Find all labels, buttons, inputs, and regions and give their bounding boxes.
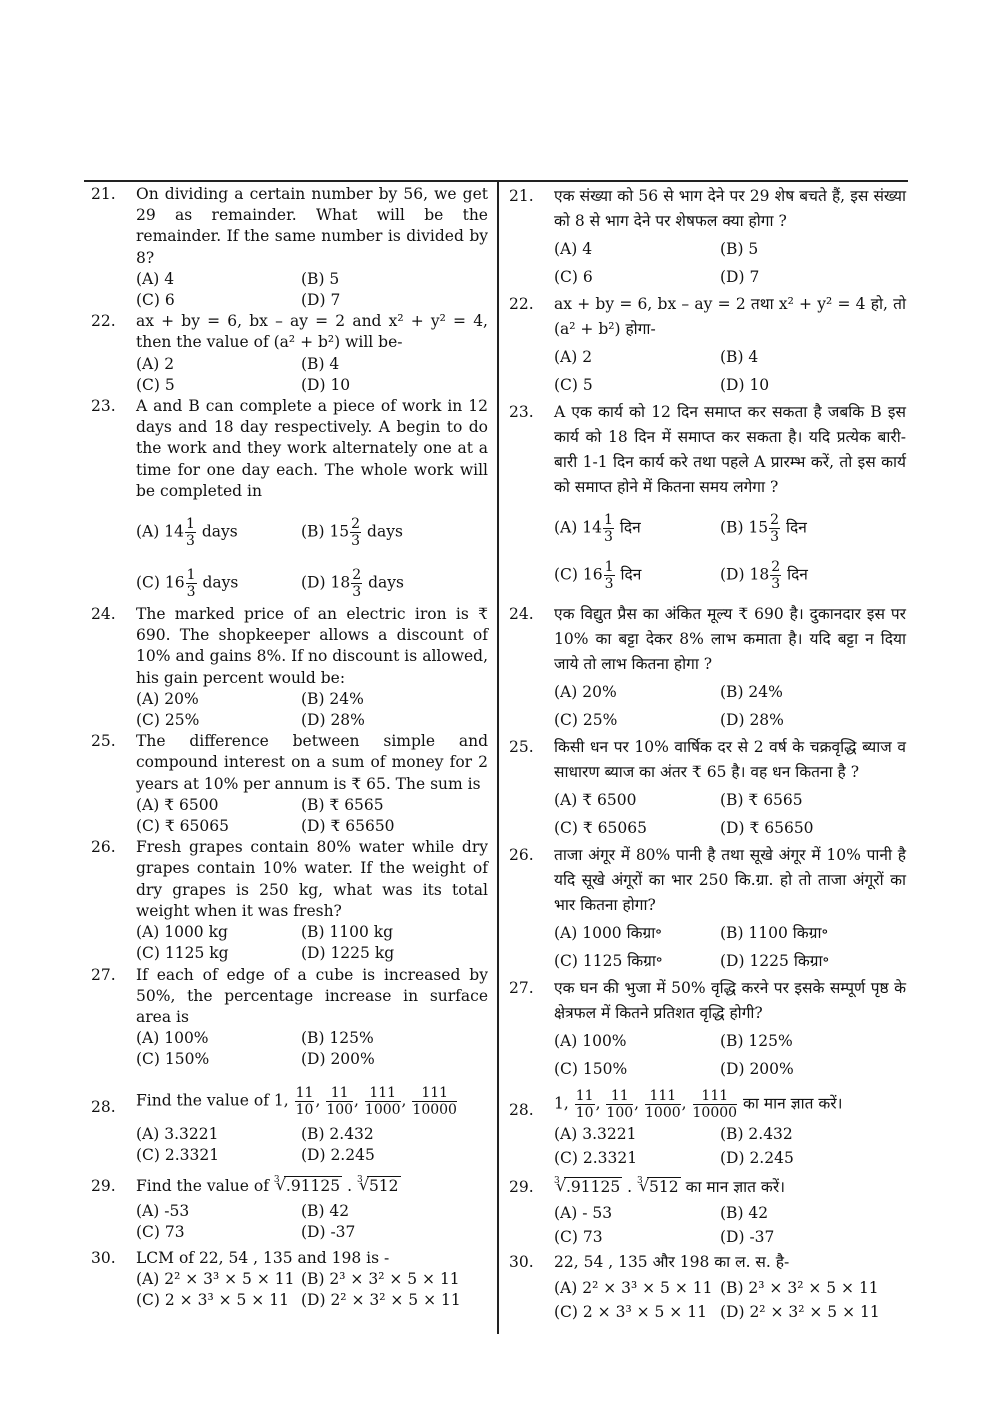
option-d: (D) ₹ 65650 bbox=[720, 819, 814, 837]
question-number: 27. bbox=[509, 979, 534, 997]
question-text: 1, $\frac{11}{10}$ , $\frac{11}{100}$ , $\frac{111}{1000}$ , $\frac{111}{10000}$ का मान ज्ञात करें। bbox=[554, 1088, 843, 1121]
option-a: (A) 14 $\frac{1}{3}$ दिन bbox=[554, 512, 641, 545]
question-27-en bbox=[88, 965, 488, 1071]
option-a: (A) 3.3221 bbox=[136, 1124, 219, 1143]
question-text: LCM of 22, 54 , 135 and 198 is - bbox=[136, 1248, 390, 1267]
question-text: 22, 54 , 135 और 198 का ल. स. है- bbox=[554, 1253, 790, 1271]
question-text: एक संख्या को 56 से भाग देने पर 29 शेष बचते हैं, इस संख्या को 8 से भाग देने पर शेषफल क्या होगा ? bbox=[554, 187, 906, 230]
option-b: (B) 42 bbox=[301, 1202, 350, 1221]
question-number: 21. bbox=[509, 187, 534, 205]
question-text: किसी धन पर 10% वार्षिक दर से 2 वर्ष के चक्रवृद्धि ब्याज व साधारण ब्याज का अंतर ₹ 65 है। वह धन कितना है ? bbox=[554, 738, 906, 781]
option-a: (A) 2 bbox=[554, 348, 593, 366]
option-d: (D) -37 bbox=[301, 1223, 356, 1242]
question-text: The marked price of an electric iron is ₹ 690. The shopkeeper allows a discount of 10% and gains 8%. If no discount is allowed, his gain percent would be: bbox=[136, 605, 488, 687]
option-c: (C) 5 bbox=[554, 376, 593, 394]
option-c: (C) 6 bbox=[136, 291, 175, 310]
option-d: (D) ₹ 65650 bbox=[301, 817, 395, 836]
question-24-en bbox=[88, 604, 488, 731]
question-text: The difference between simple and compound interest on a sum of money for 2 years at 10% per annum is ₹ 65. The sum is bbox=[136, 732, 488, 793]
option-d: (D) 18 $\frac{2}{3}$ दिन bbox=[720, 559, 808, 592]
option-a: (A) 4 bbox=[136, 269, 175, 288]
option-b: (B) 4 bbox=[301, 354, 340, 373]
option-b: (B) 2.432 bbox=[720, 1125, 793, 1143]
option-b: (B) 5 bbox=[301, 269, 340, 288]
option-b: (B) 125% bbox=[720, 1032, 793, 1050]
option-c: (C) 6 bbox=[554, 268, 593, 286]
question-24-hi bbox=[506, 602, 906, 733]
option-b: (B) 4 bbox=[720, 348, 759, 366]
option-b: (B) ₹ 6565 bbox=[720, 791, 803, 809]
option-b: (B) 2.432 bbox=[301, 1124, 374, 1143]
question-text: Find the value of √ 3 .91125 . √ 3 512 bbox=[136, 1176, 488, 1197]
question-number: 26. bbox=[91, 838, 116, 857]
question-number: 27. bbox=[91, 965, 116, 984]
question-number: 25. bbox=[91, 732, 116, 751]
question-25-hi bbox=[506, 735, 906, 841]
question-text: एक विद्युत प्रैस का अंकित मूल्य ₹ 690 है। दुकानदार इस पर 10% का बट्टा देकर 8% लाभ कमाता है। यदि बट्टा न दिया जाये तो लाभ कितना होगा ? bbox=[554, 605, 906, 673]
question-23-hi bbox=[506, 400, 906, 592]
option-c: (C) 73 bbox=[136, 1223, 185, 1242]
question-text: Fresh grapes contain 80% water while dry grapes contain 10% water. If the weight of dry grapes is 250 kg, what was its total weight when it was fresh? bbox=[136, 838, 488, 920]
option-c: (C) 2.3321 bbox=[136, 1145, 220, 1164]
question-28-hi bbox=[506, 1088, 906, 1169]
question-number: 23. bbox=[91, 397, 116, 416]
question-number: 29. bbox=[509, 1178, 534, 1196]
english-column bbox=[88, 184, 488, 1311]
question-text: If each of edge of a cube is increased by 50%, the percentage increase in surface area is bbox=[136, 965, 488, 1026]
question-number: 30. bbox=[91, 1248, 116, 1267]
option-b: (B) 2³ × 3² × 5 × 11 bbox=[301, 1269, 460, 1288]
question-text: ताजा अंगूर में 80% पानी है तथा सूखे अंगूर में 10% पानी है यदि सूखे अंगूरों का भार 250 कि.ग्रा. हो तो ताजा अंगूरों का भार कितना होगा? bbox=[554, 846, 906, 914]
option-a: (A) 1000 kg bbox=[136, 923, 228, 942]
option-a: (A) 3.3221 bbox=[554, 1125, 637, 1143]
question-22-en bbox=[88, 311, 488, 396]
option-d: (D) 1225 kg bbox=[301, 944, 395, 963]
question-23-en bbox=[88, 396, 488, 600]
option-b: (B) 24% bbox=[301, 689, 364, 708]
option-d: (D) 1225 किग्रा॰ bbox=[720, 952, 830, 970]
option-a: (A) 100% bbox=[136, 1029, 209, 1048]
question-25-en bbox=[88, 731, 488, 837]
question-number: 21. bbox=[91, 185, 116, 203]
option-a: (A) 20% bbox=[136, 689, 199, 708]
question-number: 22. bbox=[509, 295, 534, 313]
question-number: 28. bbox=[509, 1101, 534, 1119]
option-d: (D) 28% bbox=[301, 711, 365, 730]
option-d: (D) 2.245 bbox=[720, 1149, 794, 1167]
option-d: (D) 7 bbox=[301, 291, 341, 310]
option-d: (D) 2² × 3² × 5 × 11 bbox=[301, 1290, 461, 1309]
option-a: (A) 20% bbox=[554, 683, 617, 701]
option-b: (B) ₹ 6565 bbox=[301, 795, 384, 814]
option-c: (C) 5 bbox=[136, 375, 175, 394]
option-c: (C) 1125 kg bbox=[136, 944, 229, 963]
option-a: (A) -53 bbox=[136, 1202, 190, 1221]
question-28-en bbox=[88, 1085, 488, 1166]
option-b: (B) 15 $\frac{2}{3}$ days bbox=[301, 516, 403, 550]
question-text: On dividing a certain number by 56, we get 29 as remainder. What will be the remainder. If the same number is divided by 8? bbox=[136, 185, 488, 267]
question-text: A एक कार्य को 12 दिन समाप्त कर सकता है जबकि B इस कार्य को 18 दिन में समाप्त कर सकता है। यदि प्रत्येक बारी-बारी 1-1 दिन कार्य करे तथा पहले A प्रारम्भ करें, तो इस कार्य को समाप्त होने में कितना समय लगेगा ? bbox=[554, 403, 906, 496]
question-number: 23. bbox=[509, 403, 534, 421]
hindi-column bbox=[506, 184, 906, 1325]
option-c: (C) 2 × 3³ × 5 × 11 bbox=[136, 1290, 289, 1309]
option-c: (C) 1125 किग्रा॰ bbox=[554, 952, 663, 970]
option-d: (D) 10 bbox=[720, 376, 770, 394]
question-text: Find the value of 1, $\frac{11}{10}$ , $\frac{11}{100}$ , $\frac{111}{1000}$ , $\frac{111}{10000}$ bbox=[136, 1084, 457, 1118]
option-d: (D) 2² × 3² × 5 × 11 bbox=[720, 1303, 880, 1321]
option-b: (B) 125% bbox=[301, 1029, 374, 1048]
question-number: 24. bbox=[91, 605, 116, 624]
top-rule bbox=[84, 180, 908, 182]
option-d: (D) 10 bbox=[301, 375, 351, 394]
question-number: 29. bbox=[91, 1176, 116, 1195]
question-30-hi bbox=[506, 1250, 906, 1323]
option-d: (D) 2.245 bbox=[301, 1145, 375, 1164]
option-d: (D) 7 bbox=[720, 268, 760, 286]
question-29-en bbox=[88, 1176, 488, 1244]
option-a: (A) 14 $\frac{1}{3}$ days bbox=[136, 516, 238, 550]
question-number: 26. bbox=[509, 846, 534, 864]
option-a: (A) 2 bbox=[136, 354, 175, 373]
option-a: (A) 1000 किग्रा॰ bbox=[554, 924, 662, 942]
option-c: (C) 150% bbox=[136, 1050, 210, 1069]
option-b: (B) 15 $\frac{2}{3}$ दिन bbox=[720, 512, 807, 545]
option-c: (C) 25% bbox=[136, 711, 200, 730]
question-30-en bbox=[88, 1248, 488, 1312]
option-a: (A) 100% bbox=[554, 1032, 627, 1050]
question-22-hi bbox=[506, 292, 906, 398]
question-number: 22. bbox=[91, 312, 116, 331]
option-d: (D) 18 $\frac{2}{3}$ days bbox=[301, 567, 404, 601]
question-21-en bbox=[88, 184, 488, 311]
question-number: 30. bbox=[509, 1253, 534, 1271]
option-b: (B) 42 bbox=[720, 1204, 769, 1222]
option-a: (A) - 53 bbox=[554, 1204, 613, 1222]
option-a: (A) ₹ 6500 bbox=[554, 791, 637, 809]
question-number: 28. bbox=[91, 1097, 116, 1116]
question-26-hi bbox=[506, 843, 906, 974]
question-26-en bbox=[88, 837, 488, 964]
question-number: 24. bbox=[509, 605, 534, 623]
question-27-hi bbox=[506, 976, 906, 1082]
question-number: 25. bbox=[509, 738, 534, 756]
option-c: (C) 25% bbox=[554, 711, 618, 729]
option-c: (C) ₹ 65065 bbox=[136, 817, 229, 836]
option-c: (C) 150% bbox=[554, 1060, 628, 1078]
option-b: (B) 24% bbox=[720, 683, 783, 701]
option-c: (C) 16 $\frac{1}{3}$ days bbox=[136, 567, 239, 601]
option-d: (D) 200% bbox=[301, 1050, 375, 1069]
question-text: ax + by = 6, bx – ay = 2 and x² + y² = 4, then the value of (a² + b²) will be- bbox=[136, 312, 488, 352]
question-text: A and B can complete a piece of work in 12 days and 18 day respectively. A begin to do the work and they work alternately one at a time for one day each. The whole work will be completed in bbox=[136, 397, 488, 500]
option-c: (C) ₹ 65065 bbox=[554, 819, 647, 837]
question-text: √ 3 .91125 . √ 3 512 का मान ज्ञात करें। bbox=[554, 1175, 906, 1200]
question-text: ax + by = 6, bx – ay = 2 तथा x² + y² = 4 हो, तो (a² + b²) होगा- bbox=[554, 295, 906, 338]
question-text: एक घन की भुजा में 50% वृद्धि करने पर इसके सम्पूर्ण पृष्ठ के क्षेत्रफल में कितने प्रतिशत वृद्धि होगी? bbox=[554, 979, 906, 1022]
option-a: (A) 2² × 3³ × 5 × 11 bbox=[136, 1269, 295, 1288]
option-d: (D) 28% bbox=[720, 711, 784, 729]
option-c: (C) 73 bbox=[554, 1228, 603, 1246]
option-c: (C) 16 $\frac{1}{3}$ दिन bbox=[554, 559, 642, 592]
option-a: (A) 2² × 3³ × 5 × 11 bbox=[554, 1279, 713, 1297]
question-21-hi bbox=[506, 184, 906, 290]
option-b: (B) 1100 kg bbox=[301, 923, 394, 942]
option-b: (B) 2³ × 3² × 5 × 11 bbox=[720, 1279, 879, 1297]
option-a: (A) 4 bbox=[554, 240, 593, 258]
option-b: (B) 1100 किग्रा॰ bbox=[720, 924, 829, 942]
option-d: (D) 200% bbox=[720, 1060, 794, 1078]
option-d: (D) -37 bbox=[720, 1228, 775, 1246]
option-a: (A) ₹ 6500 bbox=[136, 795, 219, 814]
option-c: (C) 2.3321 bbox=[554, 1149, 638, 1167]
option-b: (B) 5 bbox=[720, 240, 759, 258]
question-29-hi bbox=[506, 1175, 906, 1248]
option-c: (C) 2 × 3³ × 5 × 11 bbox=[554, 1303, 707, 1321]
